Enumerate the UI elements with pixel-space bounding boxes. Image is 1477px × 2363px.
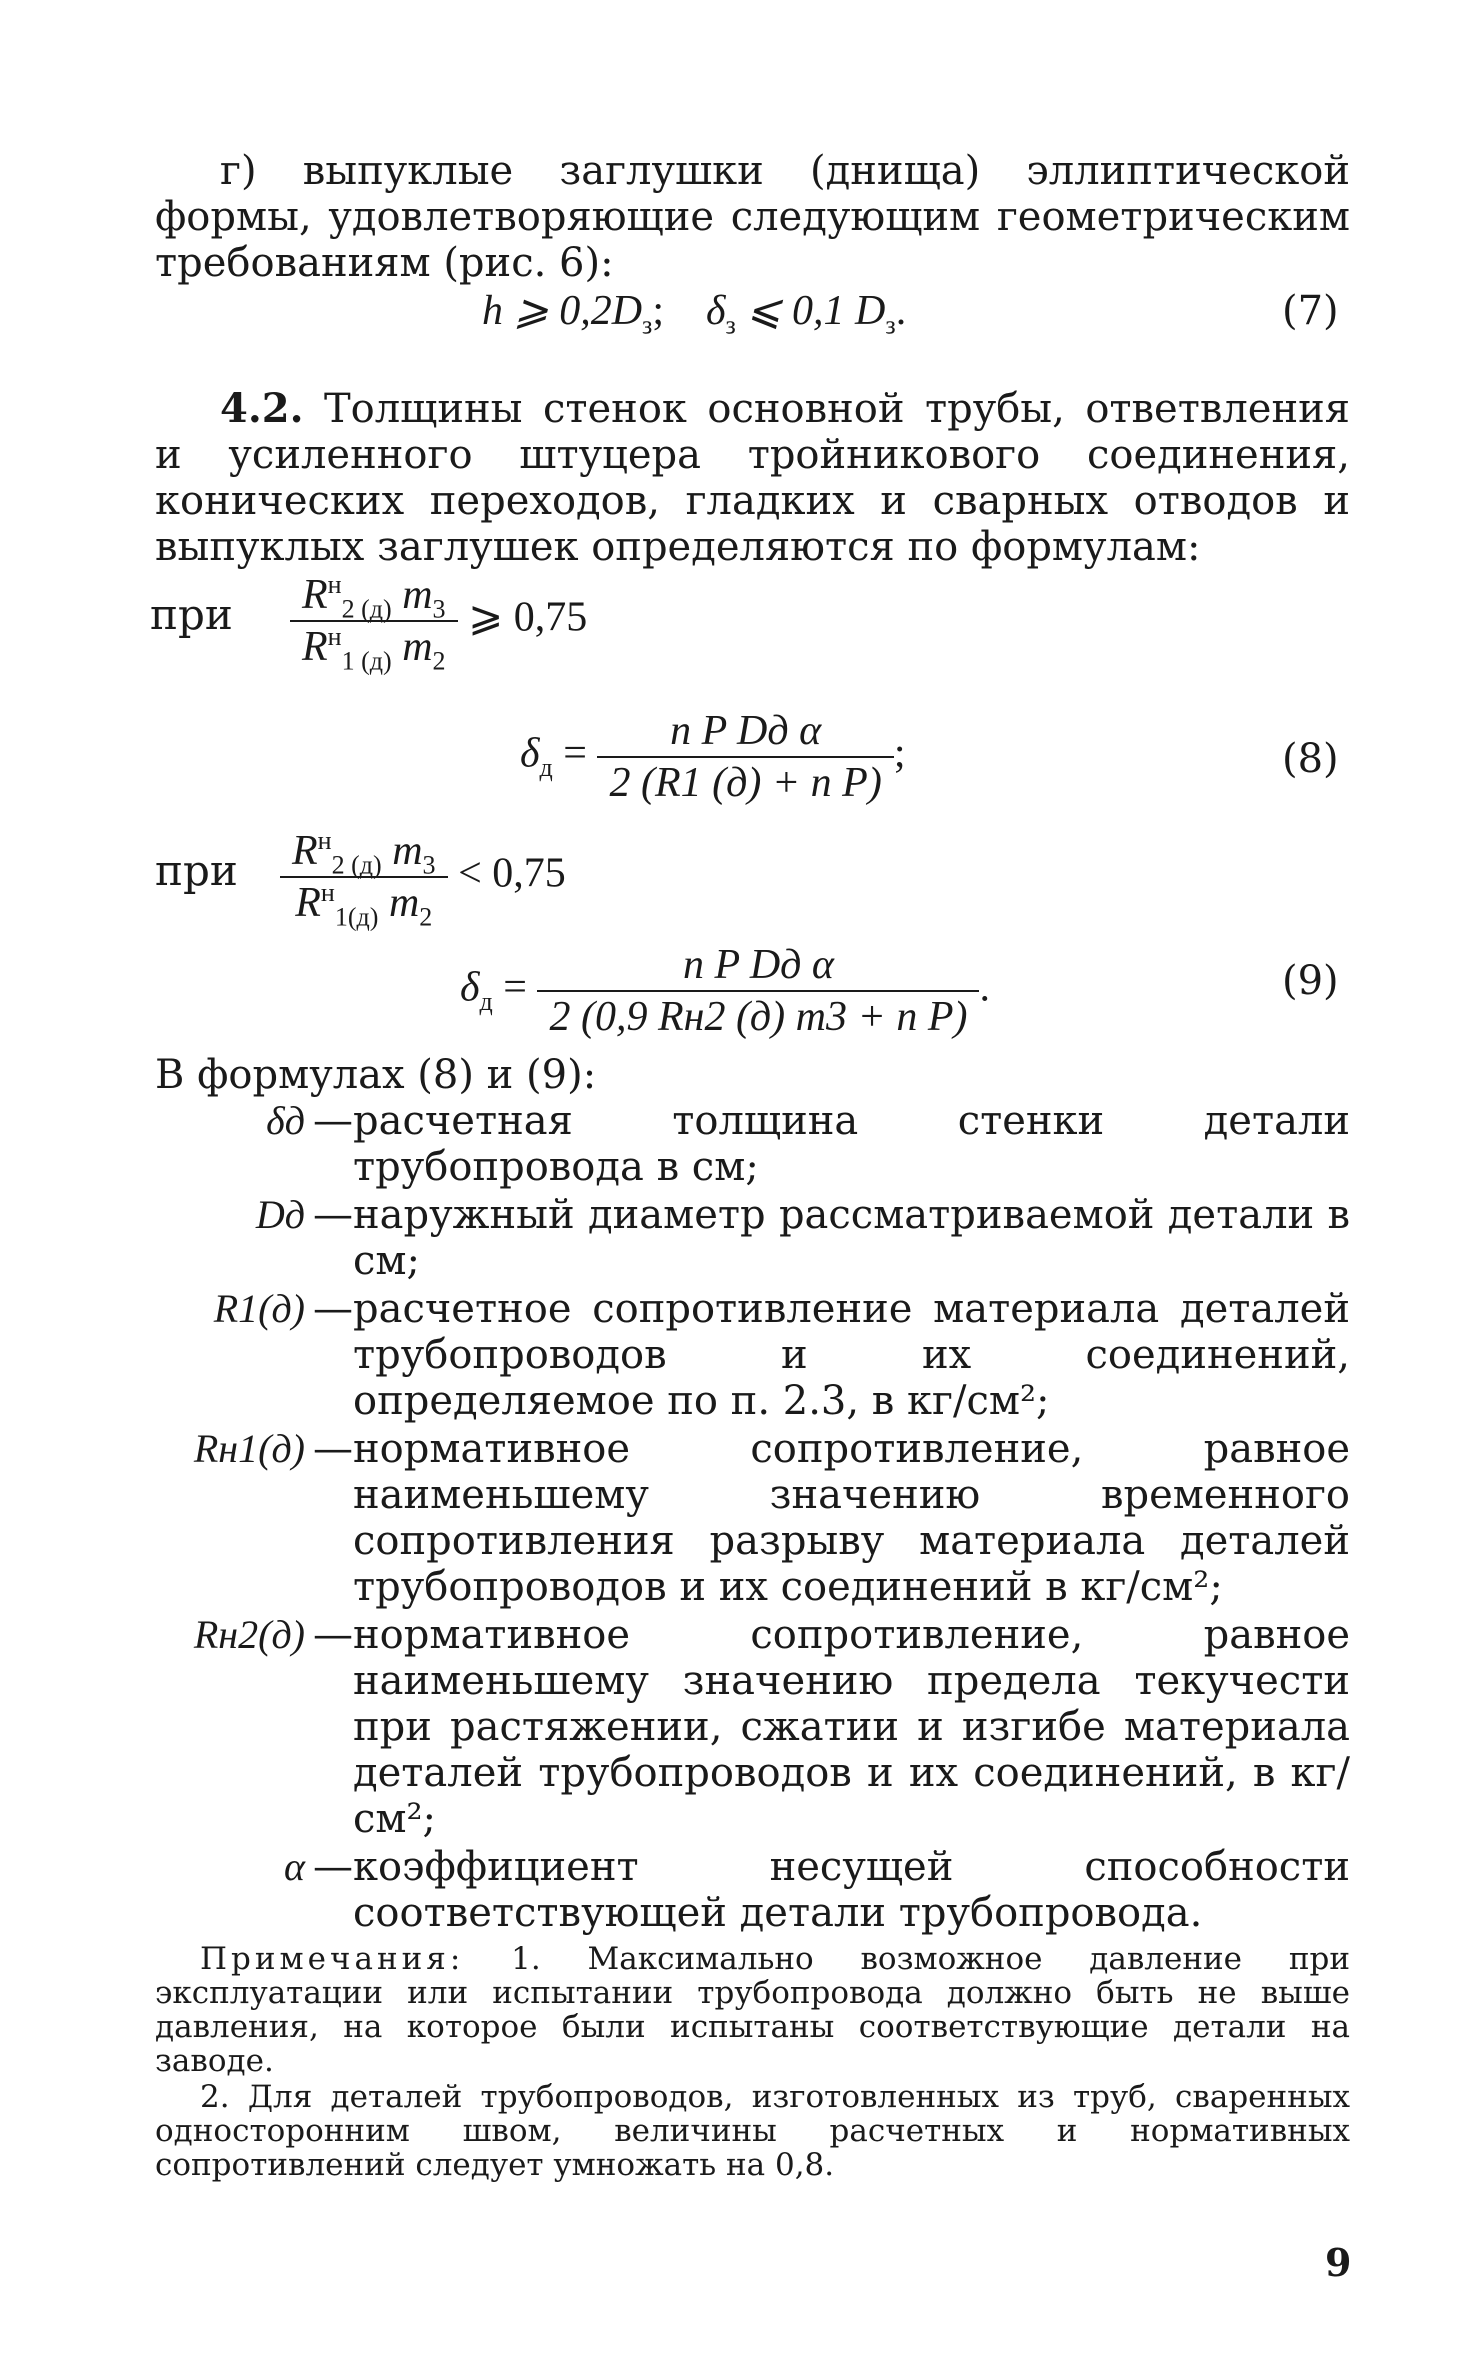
paragraph-g: г) выпуклые заглушки (днища) эллиптической формы, удовлетворяющие следующим геометрическим требованиям (рис. 6): (155, 148, 1350, 286)
paragraph-4-2: 4.2. Толщины стенок основной трубы, ответвления и усиленного штуцера тройникового соединения, конических переходов, гладких и сварных отводов и выпуклых заглушек определяются по формулам: (155, 385, 1351, 570)
condition-1: при (150, 590, 233, 639)
page-number: 9 (1325, 2240, 1352, 2285)
definition-item: Dд — наружный диаметр рассматриваемой детали в см; (255, 1192, 1350, 1284)
condition-2: при (155, 846, 238, 895)
definition-item: R1(д) — расчетное сопротивление материала деталей трубопроводов и их соединений, определяемое по п. 2.3, в кг/см²; (213, 1286, 1350, 1424)
definition-item: δд — расчетная толщина стенки детали трубопровода в см; (266, 1098, 1350, 1190)
condition-2-ratio: $\frac{R^н_{2 (д)} m_3}{R^н_{1(д)} m_2}$ < 0,75 (280, 826, 566, 928)
equation-8: $\delta_д$ = $\frac{\text{n P Dд α}}{\text{2 (R1 (д) + n P)}}$ ; (520, 708, 906, 806)
note-2: 2. Для деталей трубопроводов, изготовленных из труб, сваренных односторонним швом, величины расчетных и нормативных сопротивлений следует умножать на 0,8. (155, 2079, 1350, 2183)
equation-number-9: (9) (1282, 958, 1339, 1004)
definition-item: Rн1(д) — нормативное сопротивление, равное наименьшему значению временного сопротивления разрыву материала деталей трубопроводов и их соединений в кг/см²; (193, 1426, 1350, 1610)
definition-item: α — коэффициент несущей способности соответствующей детали трубопровода. (284, 1844, 1350, 1936)
equation-number-7: (7) (1282, 288, 1339, 334)
equation-9: $\delta_д$ = $\frac{\text{n P Dд α}}{\text{2 (0,9 Rн2 (д) m3 + n P)}}$ . (460, 942, 990, 1040)
notes-block (155, 1942, 1350, 2182)
note-1: Примечания: 1. Максимально возможное давление при эксплуатации или испытании трубопровода должно быть не выше давления, на которое были испытаны соответствующие детали на заводе. (155, 1941, 1350, 2079)
equation-number-8: (8) (1282, 736, 1339, 782)
equation-7: h ⩾ $0,2D_з$; $\delta_з$ ⩽ 0,1 $D_з$. (482, 288, 907, 340)
definition-item: Rн2(д) — нормативное сопротивление, равное наименьшему значению предела текучести при растяжении, сжатии и изгибе материала деталей трубопроводов и их соединений, в кг/см²; (193, 1612, 1350, 1842)
condition-1-ratio: $\frac{R^н_{2 (д)} m_3}{R^н_{1 (д)} m_2}$ ⩾ 0,75 (290, 570, 587, 672)
definitions-list (155, 1098, 1350, 1938)
definitions-intro: В формулах (8) и (9): (155, 1052, 597, 1098)
